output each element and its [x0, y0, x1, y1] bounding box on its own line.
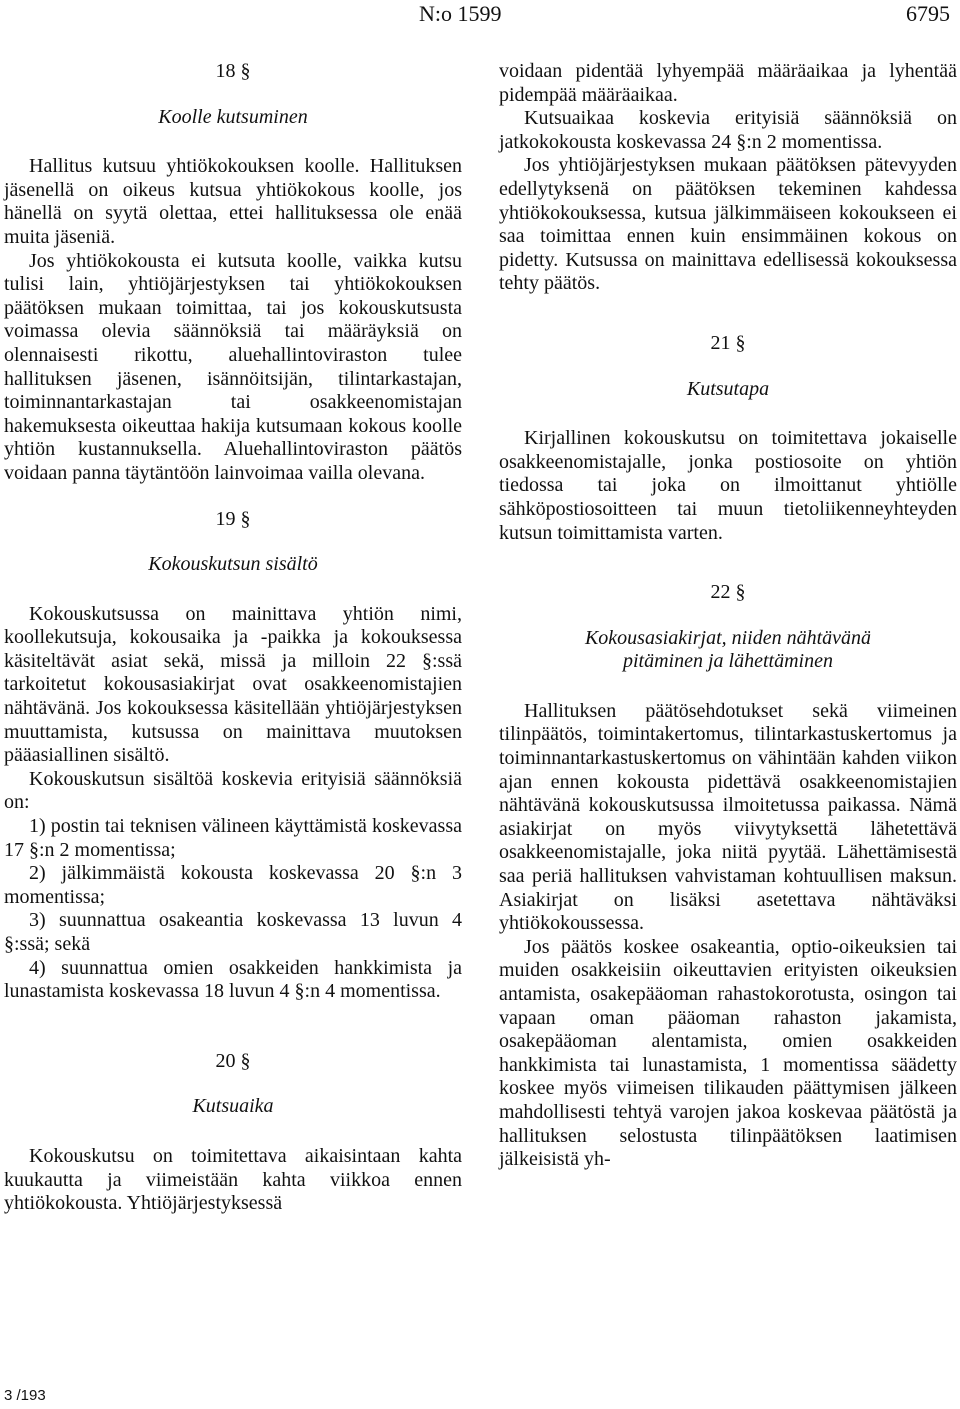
section-22-heading: [499, 581, 957, 674]
section-title-line-1: Kokousasiakirjat, niiden nähtävänä: [584, 626, 872, 649]
section-21-body: [499, 427, 957, 545]
section-19-body: [4, 603, 462, 1004]
paragraph: Jos yhtiöjärjestyksen mukaan päätöksen pätevyyden edellytyksenä on päätöksen tekeminen kahdessa yhtiökokouksessa, kutsua jälkimmäiseen kokoukseen ei saa toimittaa ennen kuin ensimmäinen kokous on pidetty. Kutsussa on mainittava edellisessä kokouksessa tehty päätös.: [499, 154, 957, 295]
paragraph: Kokouskutsussa on mainittava yhtiön nimi, koollekutsuja, kokousaika ja -paikka ja kokouksessa käsiteltävät asiat sekä, missä ja milloin 22 §:ssä tarkoitetut kokousasiakirjat ovat osakkeenomistajien nähtävänä. Jos kokouksessa käsitellään yhtiöjärjestyksen muuttamista, kutsussa on mainittava muutoksen pääasiallinen sisältö.: [4, 602, 462, 767]
list-item: 2) jälkimmäistä kokousta koskevassa 20 §:n 3 momentissa;: [4, 862, 462, 908]
paragraph: Hallitus kutsuu yhtiökokouksen koolle. Hallituksen jäsenellä on oikeus kutsua yhtiökokous koolle, jos hänellä on syytä olettaa, ettei hallituksessa ole enää muita jäseniä.: [4, 155, 462, 248]
paragraph: voidaan pidentää lyhyempää määräaikaa ja lyhentää pidempää määräaikaa.: [499, 60, 957, 106]
section-number: 18 §: [215, 60, 251, 82]
section-number: 19 §: [215, 507, 251, 530]
document-number: N:o 1599: [419, 1, 502, 26]
section-number: 20 §: [215, 1049, 251, 1072]
paragraph: Kokouskutsu on toimitettava aikaisintaan kahta kuukautta ja viimeistään kahta viikkoa ennen yhtiökokousta. Yhtiöjärjestyksessä: [4, 1144, 462, 1215]
right-column: [499, 60, 957, 1172]
section-20-continued: [499, 60, 957, 296]
section-21-heading: [499, 332, 957, 401]
section-title-line-2: pitäminen ja lähettäminen: [623, 650, 833, 673]
page-number: 6795: [906, 1, 950, 26]
section-22-body: [499, 700, 957, 1172]
list-item: 3) suunnattua osakeantia koskevassa 13 luvun 4 §:ssä; sekä: [4, 909, 462, 955]
section-number: 21 §: [710, 331, 746, 354]
left-column: [4, 60, 462, 1216]
section-20-body: [4, 1145, 462, 1216]
paragraph: Jos yhtiökokousta ei kutsuta koolle, vaikka kutsu tulisi lain, yhtiöjärjestyksen tai yhtiökokouksen päätöksen mukaan toimittaa, tai jos kokouskutsusta voimassa olevia säännöksiä tai määräyksiä on olennaisesti rikottu, aluehallintoviraston tulee hallituksen jäsenen, isännöitsijän, tilintarkastajan, toiminnantarkastajan tai osakkeenomistajan hakemuksesta oikeuttaa hakija kutsumaan kokous koolle yhtiön kustannuksella. Aluehallintoviraston päätös voidaan panna täytäntöön lainvoimaa vailla olevana.: [4, 249, 462, 484]
section-20-heading: [4, 1050, 462, 1119]
section-title: Koolle kutsuminen: [158, 105, 308, 128]
section-title: Kokouskutsun sisältö: [148, 553, 318, 576]
page-footer-mark: 3 /193: [4, 1387, 46, 1404]
paragraph: Kokouskutsun sisältöä koskevia erityisiä säännöksiä on:: [4, 767, 462, 814]
list-item: 1) postin tai teknisen välineen käyttämistä koskevassa 17 §:n 2 momentissa;: [4, 815, 462, 861]
paragraph: Jos päätös koskee osakeantia, optio-oikeuksien tai muiden osakkeisiin oikeuttavien erityisten oikeuksien antamista, osakepääoman rahastokorotusta, osingon tai vapaan oman pääoman rahaston jakamista, osakepääoman alentamista, omien osakkeiden hankkimista tai lunastamista, 1 momentissa säädetty koskee myös viimeisen tilikauden päättymisen jälkeen mahdollisesti tehtyä varojen jakoa koskevaa päätöstä ja hallituksen selostusta tilinpäätöksen laatimisen jälkeisistä yh-: [499, 935, 957, 1171]
list-item: 4) suunnattua omien osakkeiden hankkimista ja lunastamista koskevassa 18 luvun 4 §:n 4 momentissa.: [4, 956, 462, 1003]
section-title: Kutsuaika: [192, 1095, 274, 1118]
section-number: 22 §: [710, 581, 746, 604]
paragraph: Kirjallinen kokouskutsu on toimitettava jokaiselle osakkeenomistajalle, jonka postiosoite on yhtiön tiedossa tai joka on ilmoittanut yhtiölle sähköpostiosoitteen tai muun tietoliikenneyhteyden kutsun toimittamista varten.: [499, 427, 957, 544]
page-header: [0, 0, 960, 30]
section-19-heading: [4, 508, 462, 577]
section-18-heading: [4, 60, 462, 129]
section-18-body: [4, 155, 462, 485]
paragraph: Hallituksen päätösehdotukset sekä viimeinen tilinpäätös, toimintakertomus, tilintarkastuskertomus ja toiminnantarkastuskertomus on vähintään kahden viikon ajan ennen kokousta pidettävä osakkeenomistajien nähtävänä kokouskutsussa ilmoitetussa paikassa. Nämä asiakirjat on myös viivytyksettä lähetettävä osakkeenomistajalle, joka niitä pyytää. Lähettämisestä saa periä hallituksen vahvistaman kohtuullisen maksun. Asiakirjat on lisäksi asetettava nähtäväksi yhtiökokoussessa.: [499, 699, 957, 935]
section-title: Kutsutapa: [686, 377, 770, 400]
paragraph: Kutsuaikaa koskevia erityisiä säännöksiä on jatkokokousta koskevassa 24 §:n 2 momentissa.: [499, 107, 957, 153]
